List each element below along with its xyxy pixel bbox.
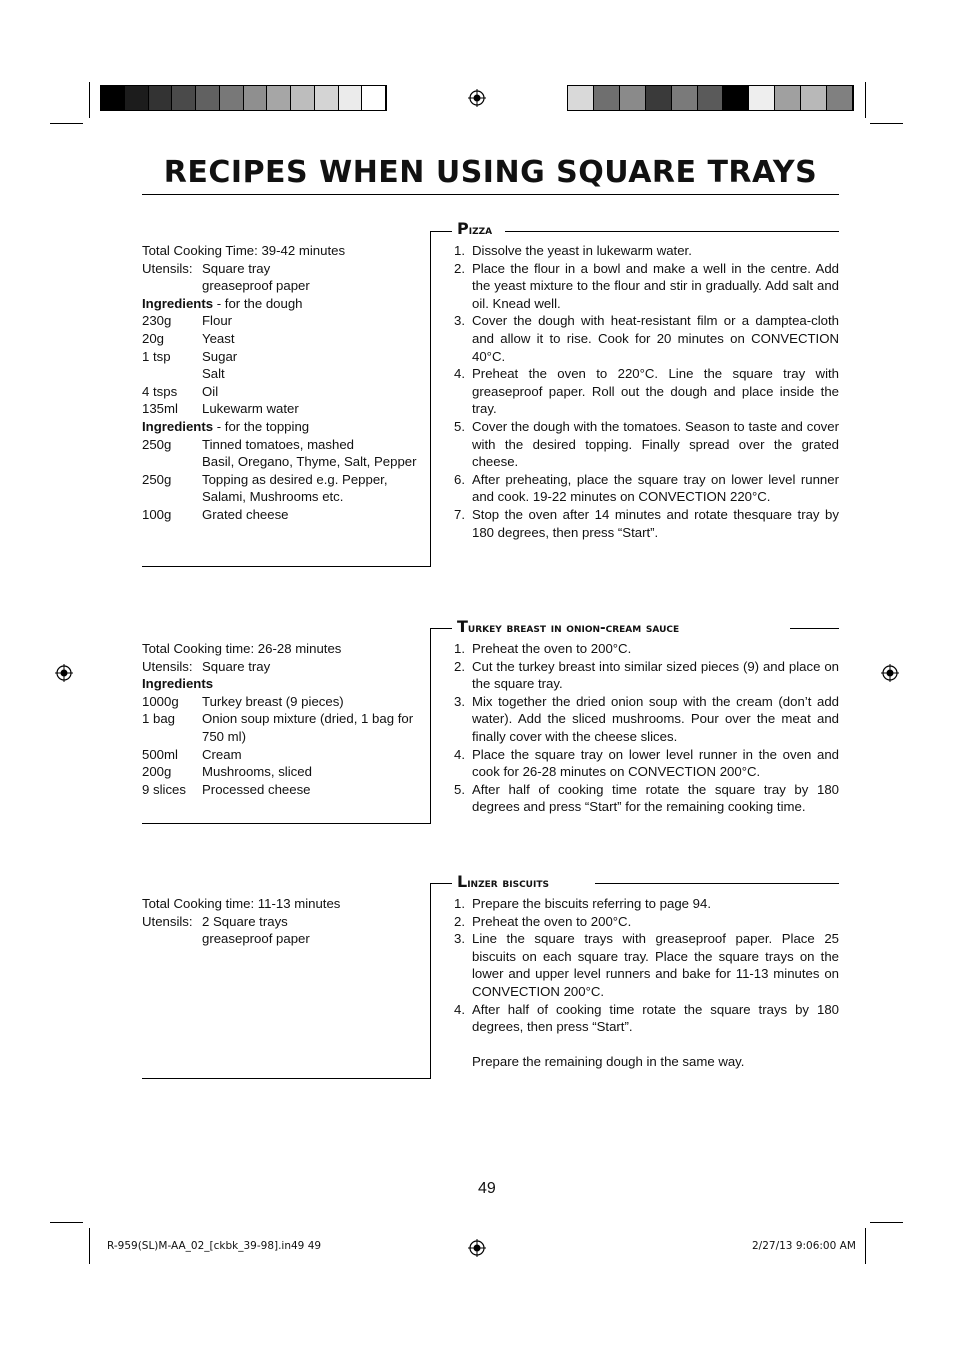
registration-mark-icon <box>468 89 486 107</box>
crop-mark <box>870 1222 903 1223</box>
registration-mark-icon <box>55 664 73 682</box>
color-swatch <box>291 86 315 110</box>
info-row <box>142 400 422 418</box>
info-value: Salt <box>202 366 225 382</box>
info-row <box>142 295 422 313</box>
info-value: greaseproof paper <box>202 278 310 294</box>
color-swatch <box>827 86 853 110</box>
info-row <box>142 763 417 781</box>
step-text: Line the square trays with greaseproof paper. Place 25 biscuits on each square tray. Place the square trays on the lower and upper level runners and bake for 11-13 minutes on CONVECTION 200°C. <box>472 931 839 999</box>
info-label: 230g <box>142 313 172 329</box>
step-item <box>454 312 839 365</box>
info-row <box>142 675 417 693</box>
recipe-info-turkey <box>142 640 417 798</box>
color-swatch <box>149 86 173 110</box>
info-row <box>142 453 422 471</box>
recipe-note-linzer: Prepare the remaining dough in the same way. <box>472 1054 745 1069</box>
recipe-steps-linzer <box>454 895 839 1036</box>
step-text: Stop the oven after 14 minutes and rotate thesquare tray by 180 degrees, then press “Start”. <box>472 506 839 540</box>
color-swatch <box>775 86 801 110</box>
color-swatch <box>568 86 594 110</box>
info-row <box>142 418 422 436</box>
step-number: 1. <box>454 896 465 911</box>
info-row <box>142 506 422 524</box>
color-swatch <box>101 86 125 110</box>
info-label: 20g <box>142 330 165 346</box>
color-swatch <box>723 86 749 110</box>
info-label: Total Cooking time: 11-13 minutes <box>142 896 341 911</box>
step-item <box>454 781 839 816</box>
info-label: 1000g <box>142 693 179 709</box>
color-swatch <box>646 86 672 110</box>
divider <box>505 231 839 232</box>
color-swatch <box>801 86 827 110</box>
divider <box>430 628 452 629</box>
info-label: 250g <box>142 436 172 452</box>
step-text: Place the square tray on lower level runner in the oven and cook for 26-28 minutes on CONVECTION 200°C. <box>472 746 839 780</box>
step-number: 1. <box>454 243 465 258</box>
color-swatch <box>244 86 268 110</box>
registration-mark-icon <box>468 1239 486 1257</box>
info-label: 200g <box>142 764 172 780</box>
divider <box>790 628 839 629</box>
step-item <box>454 471 839 506</box>
step-item <box>454 506 839 541</box>
divider <box>430 231 431 567</box>
info-label <box>142 930 202 948</box>
info-row <box>142 710 417 745</box>
info-row <box>142 436 422 454</box>
info-value: Mushrooms, sliced <box>202 764 312 780</box>
step-item <box>454 693 839 746</box>
step-text: After preheating, place the square tray on lower level runner and cook. 19-22 minutes on CONVECTION 220°C. <box>472 471 839 505</box>
step-text: After half of cooking time rotate the square tray by 180 degrees and press “Start” for the remaining cooking time. <box>472 781 839 815</box>
divider <box>430 883 431 1079</box>
step-item <box>454 746 839 781</box>
step-item <box>454 365 839 418</box>
color-swatch <box>362 86 386 110</box>
crop-mark <box>50 1222 83 1223</box>
info-label: Utensils: <box>142 658 193 674</box>
info-value: Basil, Oregano, Thyme, Salt, Pepper <box>202 454 417 470</box>
info-label: 135ml <box>142 401 178 417</box>
page-title: RECIPES WHEN USING SQUARE TRAYS <box>142 152 839 195</box>
step-text: Preheat the oven to 200°C. <box>472 641 632 656</box>
step-number: 5. <box>454 781 465 797</box>
crop-mark <box>865 1228 866 1264</box>
step-text: Cover the dough with heat-resistant film or a damptea-cloth and allow it to rise. Cook for 20 minutes on CONVECTION 40°C. <box>472 313 839 364</box>
registration-mark-icon <box>881 664 899 682</box>
step-text: Cover the dough with the tomatoes. Season to taste and cover with the desired topping. Finally spread over the grated cheese. <box>472 418 839 470</box>
color-swatch <box>594 86 620 110</box>
info-label <box>142 277 202 295</box>
divider <box>595 883 839 884</box>
info-value: Oil <box>202 383 219 399</box>
info-value: Turkey breast (9 pieces) <box>202 693 344 709</box>
info-value: Square tray <box>202 260 271 276</box>
info-value: Sugar <box>202 348 238 364</box>
color-swatch <box>196 86 220 110</box>
info-row <box>142 277 422 295</box>
step-number: 2. <box>454 260 465 276</box>
step-text: Prepare the biscuits referring to page 94. <box>472 896 711 911</box>
info-row <box>142 895 422 913</box>
info-value: greaseproof paper <box>202 931 310 947</box>
info-value: Topping as desired e.g. Pepper, Salami, Mushrooms etc. <box>202 471 388 505</box>
step-number: 2. <box>454 658 465 674</box>
info-value: Square tray <box>202 658 271 674</box>
recipe-info-pizza <box>142 242 422 524</box>
step-item <box>454 658 839 693</box>
info-label: 500ml <box>142 746 178 762</box>
step-number: 4. <box>454 746 465 762</box>
info-row <box>142 260 422 278</box>
info-label: Ingredients <box>142 418 214 434</box>
divider <box>430 883 452 884</box>
info-value: Cream <box>202 746 242 762</box>
color-calibration-bar-right <box>567 85 854 111</box>
info-row <box>142 383 422 401</box>
crop-mark <box>865 82 866 118</box>
info-label: 1 bag <box>142 711 176 727</box>
step-number: 4. <box>454 366 465 382</box>
color-swatch <box>620 86 646 110</box>
divider <box>430 231 452 232</box>
step-text: After half of cooking time rotate the square trays by 180 degrees, then press “Start”. <box>472 1001 839 1035</box>
step-text: Preheat the oven to 200°C. <box>472 913 632 929</box>
info-label: 250g <box>142 471 172 487</box>
recipe-heading-linzer: Linzer biscuits <box>457 873 555 892</box>
page-number: 49 <box>478 1180 496 1197</box>
step-item <box>454 895 839 913</box>
info-row <box>142 781 417 799</box>
info-label: Total Cooking Time: 39-42 minutes <box>142 243 346 258</box>
step-item <box>454 242 839 260</box>
crop-mark <box>89 1228 90 1264</box>
info-value: Onion soup mixture (dried, 1 bag for 750 ml) <box>202 711 414 744</box>
color-swatch <box>672 86 698 110</box>
info-label: Utensils: <box>142 913 193 929</box>
color-swatch <box>172 86 196 110</box>
color-swatch <box>125 86 149 110</box>
step-text: Place the flour in a bowl and make a well in the centre. Add the yeast mixture to the flour and stir in gradually. Add salt and oil. Knead well. <box>472 260 839 311</box>
info-row <box>142 312 422 330</box>
color-swatch <box>698 86 724 110</box>
footer-file-info: R-959(SL)M-AA_02_[ckbk_39-98].in49 49 <box>107 1240 322 1252</box>
recipe-heading-turkey: Turkey breast in onion-cream sauce <box>457 618 685 637</box>
step-text: Dissolve the yeast in lukewarm water. <box>472 243 692 258</box>
info-label: Total Cooking time: 26-28 minutes <box>142 641 342 656</box>
info-label: Ingredients <box>142 295 214 311</box>
step-item <box>454 260 839 313</box>
info-value: Yeast <box>202 330 235 346</box>
footer-timestamp: 2/27/13 9:06:00 AM <box>752 1240 856 1252</box>
recipe-steps-pizza <box>454 242 839 541</box>
info-label: Ingredients <box>142 676 214 692</box>
info-row <box>142 930 422 948</box>
info-label: Utensils: <box>142 260 193 276</box>
info-row <box>142 640 417 658</box>
info-value: Grated cheese <box>202 506 289 522</box>
info-label: 9 slices <box>142 781 186 797</box>
color-swatch <box>267 86 291 110</box>
recipe-heading-pizza: Pizza <box>457 220 498 239</box>
divider <box>142 566 431 567</box>
info-row <box>142 913 422 931</box>
info-row <box>142 658 417 676</box>
crop-mark <box>870 123 903 124</box>
info-label <box>142 453 202 471</box>
crop-mark <box>89 82 90 118</box>
step-text: Cut the turkey breast into similar sized pieces (9) and place on the square tray. <box>472 658 839 692</box>
step-number: 4. <box>454 1001 465 1017</box>
info-row <box>142 330 422 348</box>
step-item <box>454 930 839 1000</box>
info-value: Flour <box>202 313 233 329</box>
color-swatch <box>220 86 244 110</box>
step-number: 2. <box>454 913 465 929</box>
divider <box>430 628 431 824</box>
info-value: - for the topping <box>213 418 310 434</box>
step-text: Mix together the dried onion soup with the cream (don’t add water). Add the sliced mushrooms. Pour over the meat and finally cover with the cheese slices. <box>472 693 839 744</box>
color-swatch <box>339 86 363 110</box>
crop-mark <box>50 123 83 124</box>
step-number: 3. <box>454 313 465 329</box>
info-row <box>142 348 422 366</box>
info-row <box>142 746 417 764</box>
info-row <box>142 693 417 711</box>
step-number: 3. <box>454 693 465 709</box>
info-row <box>142 365 422 383</box>
info-label: 1 tsp <box>142 348 171 364</box>
info-row <box>142 471 422 506</box>
info-value: Processed cheese <box>202 781 311 797</box>
recipe-info-linzer <box>142 895 422 948</box>
info-label: 100g <box>142 506 172 522</box>
info-row <box>142 242 422 260</box>
color-swatch <box>315 86 339 110</box>
recipe-steps-turkey <box>454 640 839 816</box>
info-label <box>142 365 202 383</box>
info-label: 4 tsps <box>142 383 178 399</box>
step-number: 1. <box>454 641 465 656</box>
step-item <box>454 418 839 471</box>
color-swatch <box>749 86 775 110</box>
step-number: 5. <box>454 418 465 434</box>
step-number: 3. <box>454 931 465 947</box>
divider <box>142 1078 431 1079</box>
info-value: Tinned tomatoes, mashed <box>202 436 354 452</box>
color-calibration-bar-left <box>100 85 387 111</box>
info-value: Lukewarm water <box>202 401 299 417</box>
step-item <box>454 913 839 931</box>
info-value: 2 Square trays <box>202 913 288 929</box>
step-item <box>454 1001 839 1036</box>
step-number: 6. <box>454 471 465 487</box>
info-value: - for the dough <box>213 295 303 311</box>
step-text: Preheat the oven to 220°C. Line the square tray with greaseproof paper. Roll out the dough and place inside the tray. <box>472 366 839 417</box>
step-item <box>454 640 839 658</box>
step-number: 7. <box>454 506 465 522</box>
divider <box>142 823 431 824</box>
